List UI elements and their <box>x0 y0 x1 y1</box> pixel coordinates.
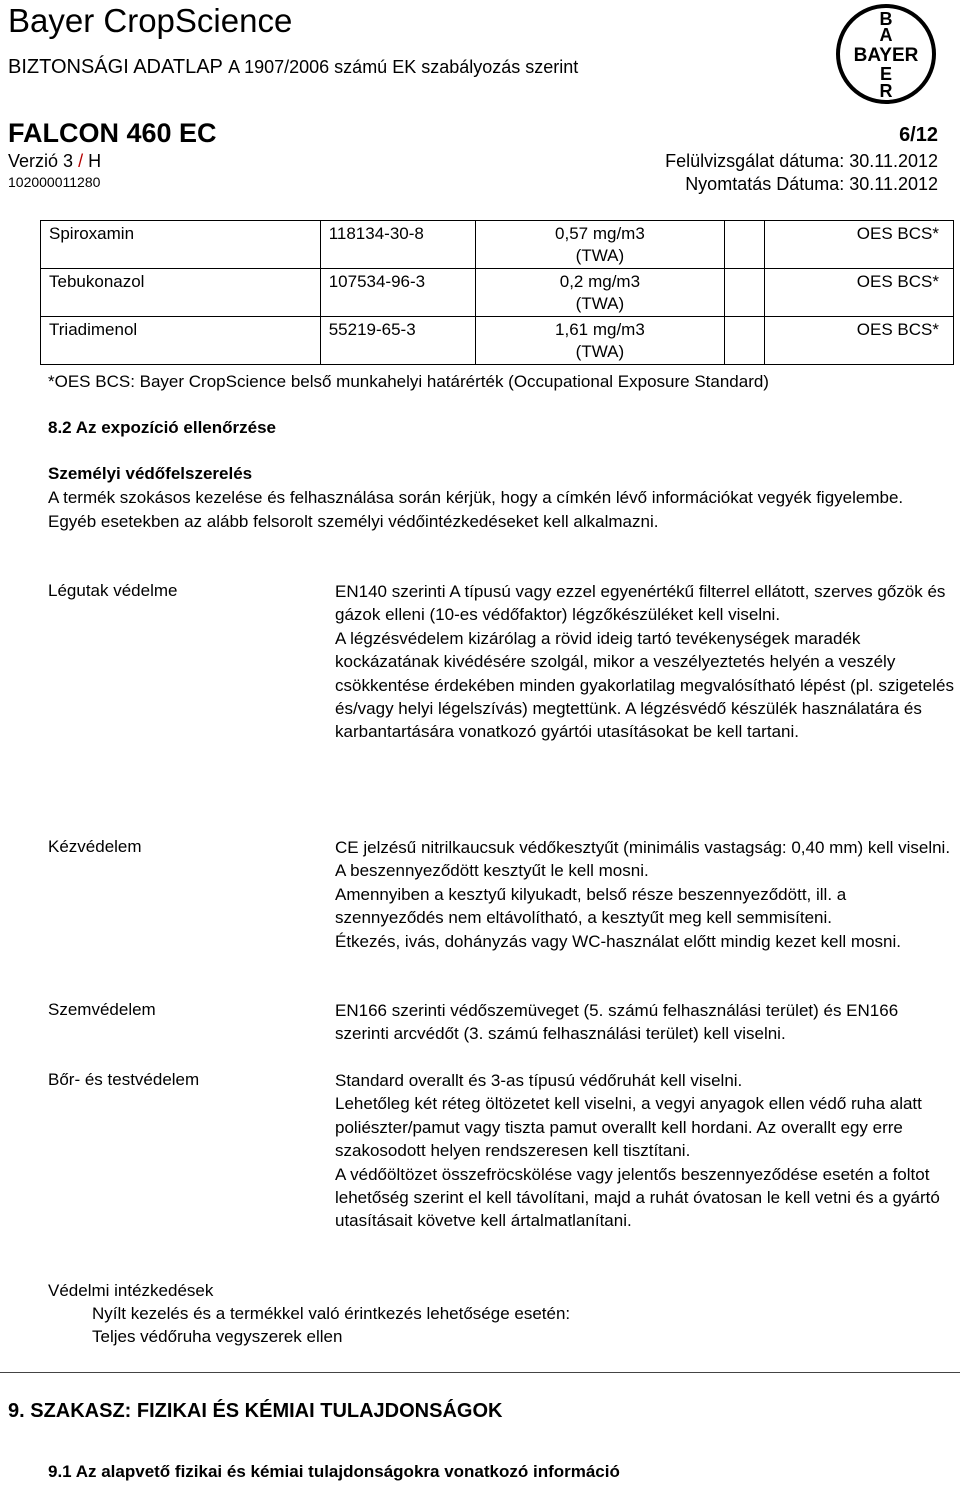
protective-measures-line-2: Teljes védőruha vegyszerek ellen <box>92 1327 343 1346</box>
document-id: 102000011280 <box>8 174 101 190</box>
limit-standard: OES BCS* <box>765 317 954 365</box>
limits-row <box>41 269 954 317</box>
limits-row <box>41 317 954 365</box>
limit-amount: 0,2 mg/m3 <box>559 272 641 291</box>
paragraph: Standard overallt és 3-as típusú védőruhát kell viselni. <box>335 1071 743 1090</box>
version-label: Verzió 3 <box>8 151 74 171</box>
revision-date: Felülvizsgálat dátuma: 30.11.2012 <box>665 151 938 171</box>
body-protection-label: Bőr- és testvédelem <box>48 1070 200 1089</box>
paragraph: Étkezés, ivás, dohányzás vagy WC-használat előtt mindig kezet kell mosni. <box>335 931 901 951</box>
paragraph: Lehetőleg két réteg öltözetet kell viselni, a vegyi anyagok ellen védő ruha alatt poliészter/pamut vagy tiszta pamut overallt kell hordani. Az overallt egy erre szakosodott helyen rendszeresen kell tisztítani. <box>335 1094 922 1161</box>
paragraph: CE jelzésű nitrilkaucsuk védőkesztyűt (minimális vastagság: 0,40 mm) kell viselni. A beszennyeződött kesztyűt le kell mosni. <box>335 838 951 881</box>
limit-note <box>725 317 765 365</box>
limit-standard: OES BCS* <box>765 221 954 269</box>
svg-text:A: A <box>879 25 893 45</box>
exposure-limits-table <box>40 220 954 365</box>
section-8-2-heading: 8.2 Az expozíció ellenőrzése <box>48 418 277 437</box>
ppe-heading: Személyi védőfelszerelés <box>48 464 253 483</box>
ppe-intro: A termék szokásos kezelése és felhasználása során kérjük, hogy a címkén lévő információkat vegyék figyelembe. Egyéb esetekben az alább felsorolt személyi védőintézkedéseket kell alkalmazni. <box>48 488 904 531</box>
hand-protection-label: Kézvédelem <box>48 837 142 856</box>
limit-value <box>475 221 725 269</box>
limits-row <box>41 221 954 269</box>
limit-amount: 1,61 mg/m3 <box>555 320 645 339</box>
table-footnote: *OES BCS: Bayer CropScience belső munkahelyi határérték (Occupational Exposure Standard) <box>48 372 769 391</box>
document-title <box>8 56 578 79</box>
version-separator: / <box>78 151 84 171</box>
respiratory-label: Légutak védelme <box>48 581 178 600</box>
limit-note <box>725 221 765 269</box>
limit-value <box>475 317 725 365</box>
doc-title-regulation: A 1907/2006 számú EK szabályozás szerint <box>228 57 579 77</box>
substance-name: Spiroxamin <box>41 221 321 269</box>
section-divider <box>0 1372 960 1373</box>
limit-standard: OES BCS* <box>765 269 954 317</box>
respiratory-text <box>335 580 955 744</box>
cas-number: 55219-65-3 <box>320 317 475 365</box>
substance-name: Tebukonazol <box>41 269 321 317</box>
bayer-logo <box>826 2 946 107</box>
limit-amount: 0,57 mg/m3 <box>555 224 645 243</box>
svg-text:B: B <box>879 9 893 29</box>
paragraph: A védőöltözet összefröcskölése vagy jelentős beszennyeződése esetén a foltot lehetőség szerint el kell távolítani, majd a ruhát óvatosan le kell vetni és a gyártó utasításait követve kell ártalmatlanítani. <box>335 1164 940 1231</box>
paragraph: EN166 szerinti védőszemüveget (5. számú felhasználási terület) és EN166 szerinti arcvédőt (3. számú felhasználási terület) kell viselni. <box>335 1001 899 1044</box>
eye-protection-label: Szemvédelem <box>48 1000 156 1019</box>
svg-text:E: E <box>879 64 893 84</box>
limit-value <box>475 269 725 317</box>
exposure-limits-body <box>41 221 954 365</box>
svg-text:R: R <box>879 81 893 101</box>
paragraph: EN140 szerinti A típusú vagy ezzel egyenértékű filterrel ellátott, szerves gőzök és gázok elleni (10-es védőfaktor) légzőkészüléket kell viselni. <box>335 582 946 625</box>
section-9-heading: 9. SZAKASZ: FIZIKAI ÉS KÉMIAI TULAJDONSÁGOK <box>8 1400 503 1422</box>
print-date: Nyomtatás Dátuma: 30.11.2012 <box>685 174 938 194</box>
version <box>8 151 101 172</box>
limit-type: (TWA) <box>575 294 625 313</box>
body-protection-text <box>335 1069 955 1233</box>
paragraph: Amennyiben a kesztyű kilyukadt, belső része beszennyeződött, ill. a szennyeződés nem eltávolítható, a kesztyűt meg kell semmisíteni. <box>335 884 847 928</box>
version-suffix: H <box>88 151 102 171</box>
cas-number: 107534-96-3 <box>320 269 475 317</box>
svg-text:BAYER: BAYER <box>853 45 919 66</box>
page-number: 6/12 <box>899 124 938 146</box>
substance-name: Triadimenol <box>41 317 321 365</box>
limit-note <box>725 269 765 317</box>
section-9-1-heading: 9.1 Az alapvető fizikai és kémiai tulajdonságokra vonatkozó információ <box>48 1462 620 1481</box>
limit-type: (TWA) <box>575 246 625 265</box>
limit-type: (TWA) <box>575 342 625 361</box>
product-name: FALCON 460 EC <box>8 118 217 148</box>
protective-measures-line-1: Nyílt kezelés és a termékkel való érintkezés lehetősége esetén: <box>92 1304 571 1323</box>
hand-protection-text <box>335 836 955 953</box>
protective-measures-label: Védelmi intézkedések <box>48 1281 214 1300</box>
doc-title-main: BIZTONSÁGI ADATLAP <box>8 56 223 78</box>
paragraph: A légzésvédelem kizárólag a rövid ideig tartó tevékenységek maradék kockázatának kivédésére szolgál, mikor a veszélyeztetés helyén a veszély csökkentése érdekében minden gyakorlatilag megvalósítható lépést (pl. szigetelés és/vagy helyi légelszívás) megtettünk. A légzésvédő készülék használatára és karbantartására vonatkozó gyártói utasításokat be kell tartani. <box>335 628 954 742</box>
company-name: Bayer CropScience <box>8 2 293 39</box>
cas-number: 118134-30-8 <box>320 221 475 269</box>
eye-protection-text <box>335 999 955 1046</box>
